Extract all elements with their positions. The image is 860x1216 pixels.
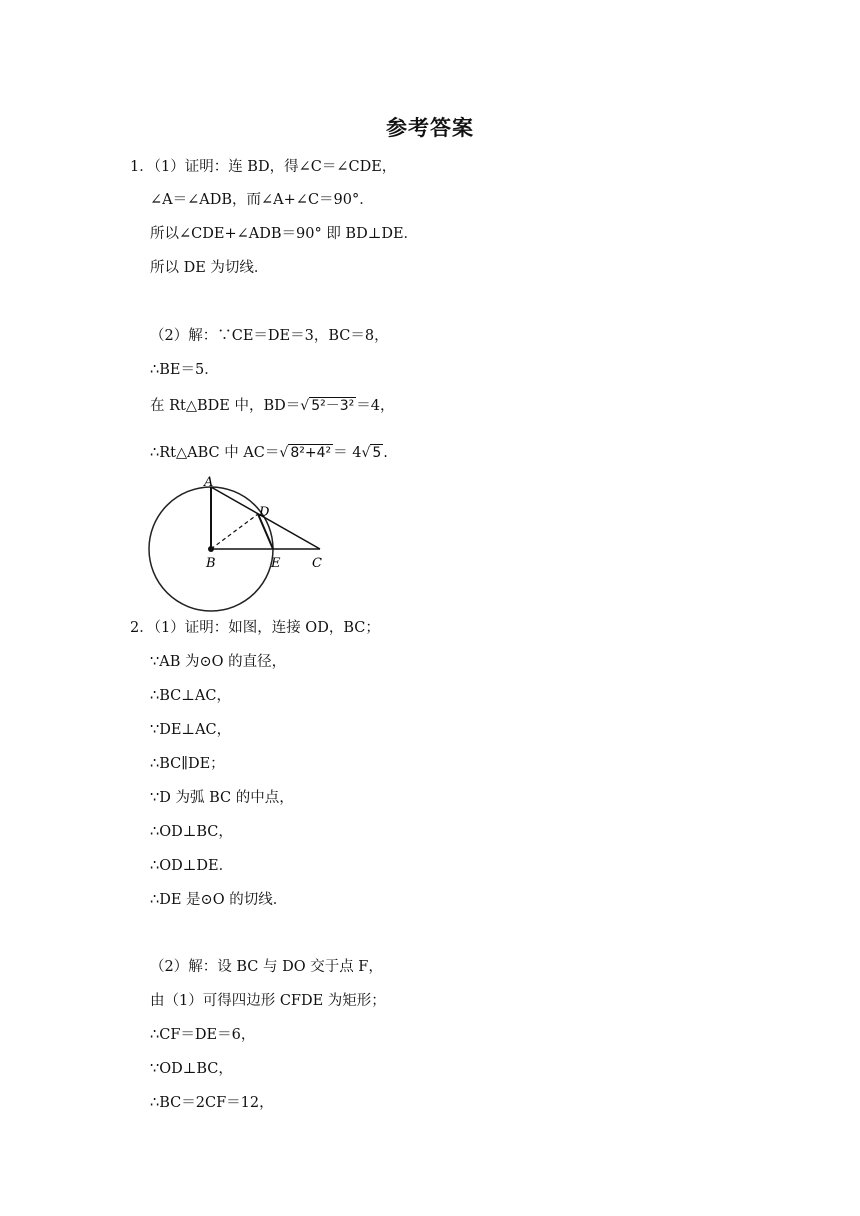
q2-line-5: ∴BC∥DE； [150, 756, 225, 772]
sqrt-sign: √ [300, 398, 310, 414]
q2-line-8: ∴OD⊥DE． [150, 858, 234, 874]
q2-line-4: ∵DE⊥AC， [150, 722, 232, 738]
q1-line-7-radicand: 5²－3² [311, 398, 355, 414]
q2-line-11: 由（1）可得四边形 CFDE 为矩形； [150, 993, 386, 1009]
q1-line-3: 所以∠CDE+∠ADB＝90° 即 BD⊥DE． [150, 226, 419, 242]
label-b: B [206, 556, 216, 571]
sqrt-sign: √ [279, 445, 289, 461]
q1-line-6: ∴BE＝5． [150, 362, 219, 378]
label-e: E [271, 556, 281, 571]
q1-line-8-radicand: 8²+4² [290, 445, 332, 461]
q2-line-13: ∵OD⊥BC， [150, 1061, 233, 1077]
q1-line-4: 所以 DE 为切线． [150, 260, 269, 276]
q2-line-2: ∵AB 为⊙O 的直径， [150, 654, 287, 670]
q2-line-14: ∴BC＝2CF＝12， [150, 1095, 274, 1111]
q1-line-7-prefix: 在 Rt△BDE 中，BD＝ [150, 398, 301, 414]
q1-line-5: （2）解：∵CE＝DE＝3，BC＝8， [150, 328, 389, 344]
label-a: A [204, 475, 214, 490]
q2-line-3: ∴BC⊥AC， [150, 688, 231, 704]
geometry-figure [140, 474, 340, 614]
q2-line-12: ∴CF＝DE＝6， [150, 1027, 256, 1043]
q2-line-7: ∴OD⊥BC， [150, 824, 233, 840]
page-title: 参考答案 [386, 116, 474, 140]
q2-line-10: （2）解：设 BC 与 DO 交于点 F， [150, 959, 383, 975]
sqrt-sign: √ [361, 445, 371, 461]
q1-line-8-mid: ＝ 4 [333, 445, 362, 461]
q2-line-1: 2．（1）证明：如图，连接 OD，BC； [130, 620, 380, 636]
q2-line-6: ∵D 为弧 BC 的中点， [150, 790, 294, 806]
q1-line-8-prefix: ∴Rt△ABC 中 AC＝ [150, 445, 280, 461]
q1-line-8-radicand-2: 5 [372, 445, 382, 461]
label-c: C [312, 556, 322, 571]
q1-line-8-suffix: . [383, 445, 388, 461]
q1-line-7 [150, 396, 394, 416]
segment-bd-dashed [211, 514, 258, 549]
q1-line-1: 1．（1）证明：连 BD，得∠C＝∠CDE， [130, 159, 397, 175]
point-b [208, 546, 214, 552]
label-d: D [259, 505, 270, 520]
q1-line-2: ∠A＝∠ADB，而∠A+∠C＝90°． [150, 192, 374, 208]
q2-line-9: ∴DE 是⊙O 的切线． [150, 892, 288, 908]
q1-line-7-suffix: ＝4， [356, 398, 395, 414]
q1-line-8 [150, 443, 388, 463]
